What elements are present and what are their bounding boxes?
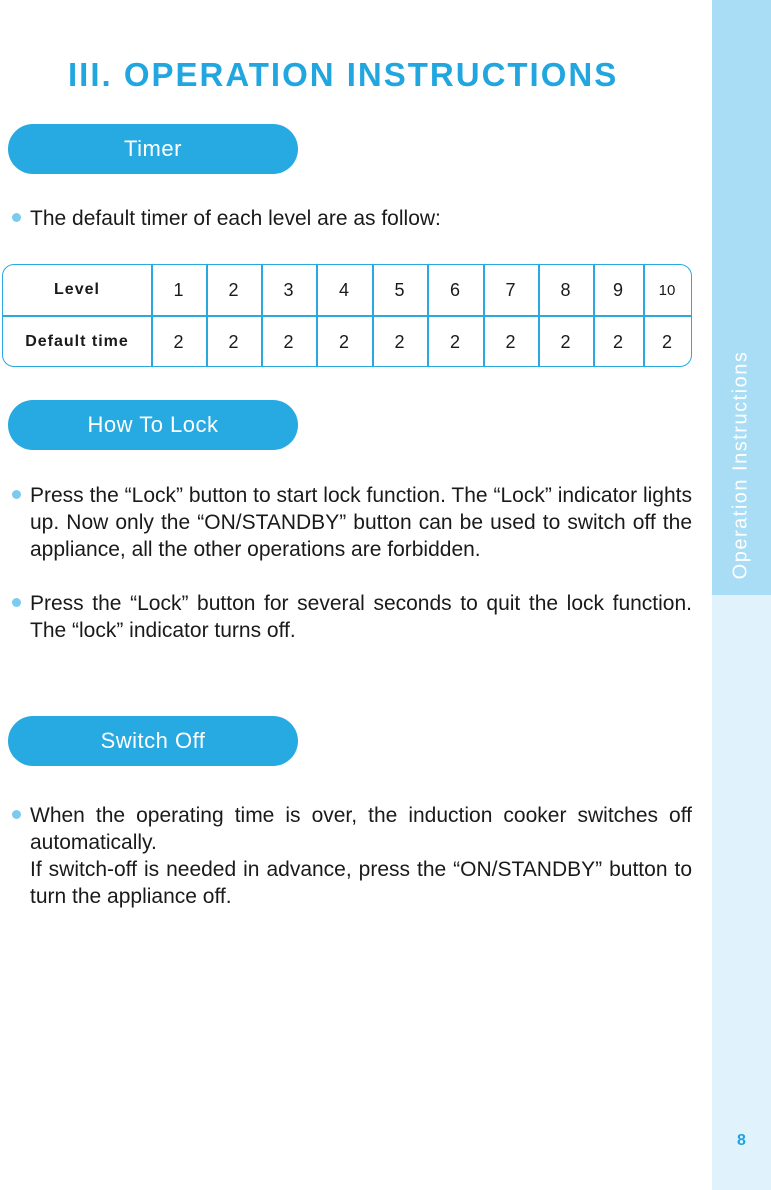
table-cell-default-time: 2 <box>449 331 460 352</box>
sidebar-bottom-band <box>712 595 771 1190</box>
table-cell-default-time: 2 <box>612 331 623 352</box>
sidebar-section-label: Operation Instructions <box>729 350 752 580</box>
switch-off-paragraph-1: When the operating time is over, the induction cooker switches off automatically. <box>30 804 692 854</box>
table-cell-level: 6 <box>449 279 460 300</box>
table-cell-default-time: 2 <box>173 331 184 352</box>
table-row-header-default-time: Default time <box>25 333 129 350</box>
table-row-header-level: Level <box>54 281 100 298</box>
table-cell-level: 3 <box>283 279 294 300</box>
table-cell-default-time: 2 <box>338 331 349 352</box>
table-cell-level: 8 <box>560 279 571 300</box>
bullet-icon <box>12 598 21 607</box>
table-cell-level: 1 <box>173 279 184 300</box>
table-cell-default-time: 2 <box>505 331 516 352</box>
table-cell-level: 7 <box>505 279 516 300</box>
page-title: III. OPERATION INSTRUCTIONS <box>68 56 619 93</box>
page-number: 8 <box>737 1132 746 1149</box>
table-cell-level: 5 <box>394 279 405 300</box>
timer-table <box>2 264 692 367</box>
table-cell-level: 2 <box>228 279 239 300</box>
lock-paragraph-2: Press the “Lock” button for several seconds to quit the lock function. The “lock” indicator turns off. <box>30 592 692 642</box>
bullet-icon <box>12 810 21 819</box>
timer-intro: The default timer of each level are as follow: <box>30 207 441 230</box>
switch-off-heading: Switch Off <box>8 716 298 766</box>
timer-heading: Timer <box>8 124 298 174</box>
table-cell-default-time: 2 <box>283 331 294 352</box>
bullet-icon <box>12 213 21 222</box>
sidebar <box>712 0 771 1190</box>
table-cell-default-time: 2 <box>394 331 405 352</box>
table-cell-level: 10 <box>658 281 676 299</box>
table-cell-level: 9 <box>612 279 623 300</box>
lock-heading: How To Lock <box>8 400 298 450</box>
table-cell-default-time: 2 <box>228 331 239 352</box>
table-cell-default-time: 2 <box>661 331 672 352</box>
bullet-icon <box>12 490 21 499</box>
switch-off-paragraph-2: If switch-off is needed in advance, press the “ON/STANDBY” button to turn the appliance off. <box>30 858 692 908</box>
lock-paragraph-1: Press the “Lock” button to start lock function. The “Lock” indicator lights up. Now only the “ON/STANDBY” button can be used to switch off the appliance, all the other operations are forbidden. <box>30 484 692 561</box>
table-cell-level: 4 <box>338 279 349 300</box>
table-cell-default-time: 2 <box>560 331 571 352</box>
